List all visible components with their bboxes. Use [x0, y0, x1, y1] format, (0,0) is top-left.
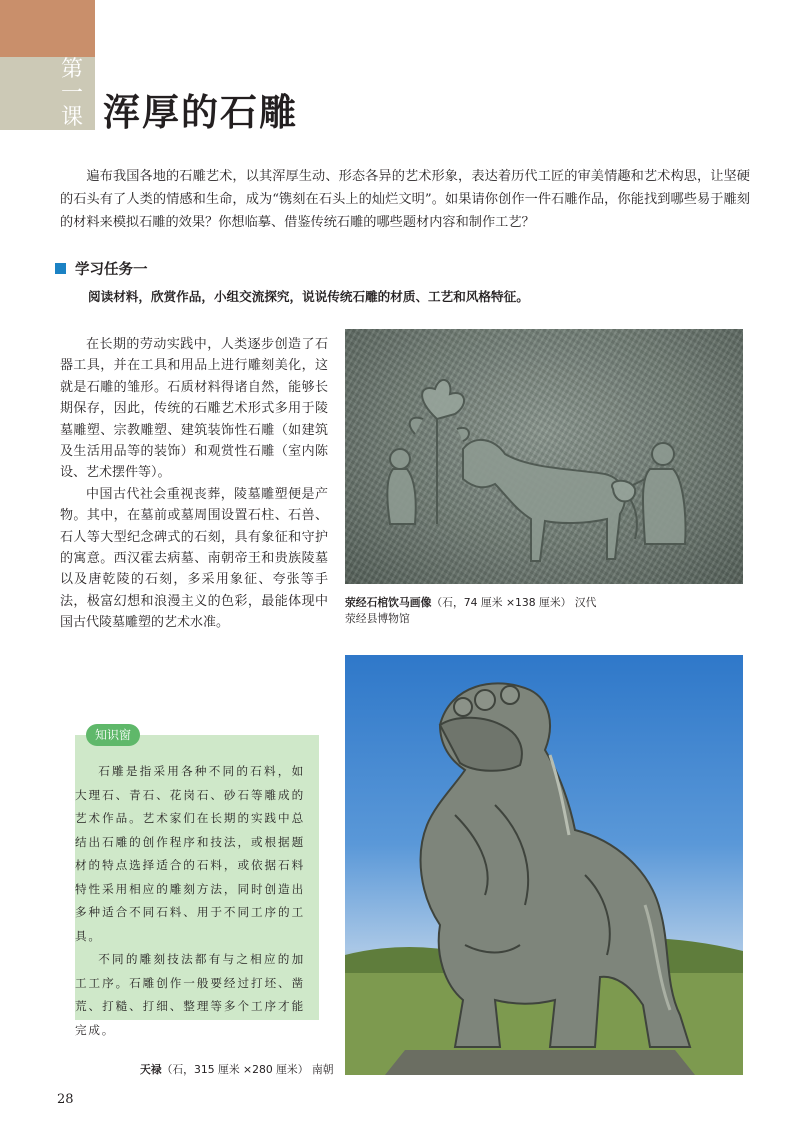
relief-caption-location: 荥经县博物馆	[345, 612, 410, 625]
relief-caption-period: 汉代	[574, 596, 597, 609]
relief-drawing	[345, 329, 743, 584]
task-heading	[55, 258, 148, 279]
body-text	[60, 334, 328, 634]
statue-photo	[345, 655, 743, 1075]
relief-caption-spec: （石，74 厘米 ×138 厘米）	[431, 596, 572, 609]
square-bullet-icon	[55, 263, 66, 274]
relief-caption-title: 荥经石棺饮马画像	[345, 596, 432, 609]
statue-drawing	[345, 655, 743, 1075]
knowledge-paragraph: 不同的雕刻技法都有与之相应的加工工序。石雕创作一般要经过打坯、凿荒、打糙、打细、整理等多个工序才能完成。	[75, 952, 305, 1037]
page-title: 浑厚的石雕	[103, 91, 298, 134]
lesson-tab-top	[0, 0, 95, 57]
statue-caption-period: 南朝	[311, 1063, 334, 1076]
lesson-char: 课	[60, 105, 83, 130]
task-instruction: 阅读材料，欣赏作品，小组交流探究，说说传统石雕的材质、工艺和风格特征。	[88, 289, 529, 304]
relief-photo	[345, 329, 743, 584]
task-heading-label: 学习任务一	[75, 262, 148, 278]
statue-caption-spec: （石，315 厘米 ×280 厘米）	[161, 1063, 309, 1076]
relief-caption	[345, 595, 645, 627]
knowledge-text	[75, 760, 305, 1042]
body-paragraph: 中国古代社会重视丧葬，陵墓雕塑便是产物。其中，在墓前或墓周围设置石柱、石兽、石人等大型纪念碑式的石刻，具有象征和守护的寓意。西汉霍去病墓、南朝帝王和贵族陵墓以及唐乾陵的石刻，多采用象征、夸张等手法，极富幻想和浪漫主义的色彩，最能体现中国古代陵墓雕塑的艺术水准。	[60, 486, 328, 631]
statue-caption	[140, 1062, 340, 1077]
intro-paragraph: 遍布我国各地的石雕艺术，以其浑厚生动、形态各异的艺术形象，表达着历代工匠的审美情趣和艺术构思，让坚硬的石头有了人类的情感和生命，成为“镌刻在石头上的灿烂文明”。如果请你创作一件石雕作品，你能找到哪些易于雕刻的材料来模拟石雕的效果？你想临摹、借鉴传统石雕的哪些题材内容和制作工艺？	[60, 169, 750, 230]
page-number: 28	[57, 1092, 74, 1107]
knowledge-tag: 知识窗	[86, 724, 140, 746]
knowledge-paragraph: 石雕是指采用各种不同的石料，如大理石、青石、花岗石、砂石等雕成的艺术作品。艺术家们在长期的实践中总结出石雕的创作程序和技法，或根据题材的特点选择适合的石料，或依据石料特性采用相应的雕刻方法，同时创造出多种适合不同石料、用于不同工序的工具。	[75, 764, 305, 943]
lesson-char: 一	[60, 81, 83, 106]
body-paragraph: 在长期的劳动实践中，人类逐步创造了石器工具，并在工具和用品上进行雕刻美化，这就是石雕的雏形。石质材料得诸自然，能够长期保存，因此，传统的石雕艺术形式多用于陵墓雕塑、宗教雕塑、建筑装饰性石雕（如建筑及生活用品等的装饰）和观赏性石雕（室内陈设、艺术摆件等）。	[60, 337, 328, 481]
lesson-char: 第	[60, 57, 83, 82]
statue-caption-title: 天禄	[140, 1063, 162, 1076]
lesson-number	[55, 58, 89, 130]
